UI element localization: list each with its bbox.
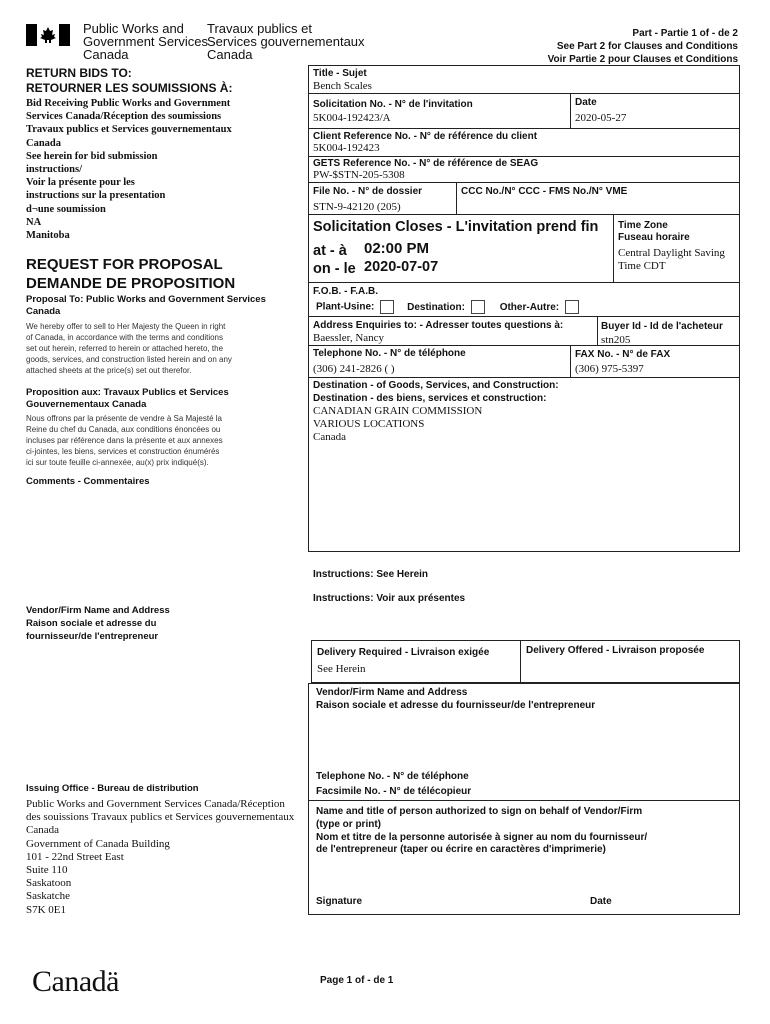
- rfp-title: REQUEST FOR PROPOSAL DEMANDE DE PROPOSITION: [26, 256, 236, 292]
- proposal-to-label: Proposal To: Public Works and Government Services Canada: [26, 294, 266, 317]
- fob-options: Plant-Usine: Destination: Other-Autre:: [316, 300, 585, 314]
- fax-value: (306) 975-5397: [575, 363, 644, 375]
- title-value: Bench Scales: [313, 80, 372, 92]
- address-enquiries-label: Address Enquiries to: - Adresser toutes questions à:: [313, 320, 564, 331]
- other-checkbox[interactable]: [565, 300, 579, 314]
- signature-label: Signature: [316, 896, 363, 907]
- closing-time-value: 02:00 PM: [364, 240, 430, 257]
- canada-wordmark: Canadä: [32, 965, 119, 998]
- issuing-office-address: Public Works and Government Services Canada/Réception des souissions Travaux publics et Services gouvernementaux Canada Government of Canada Building 101 - 22nd Street East Suite 110 Saskatoon Saskatche S7K 0E1: [26, 798, 295, 916]
- part-indicator: Part - Partie 1 of - de 2 See Part 2 for Clauses and Conditions Voir Partie 2 pour Clauses et Conditions: [547, 28, 738, 65]
- page-number: Page 1 of - de 1: [320, 975, 394, 986]
- org-name-en: Public Works and Government Services Canada: [83, 21, 208, 62]
- vendor-left-label: Vendor/Firm Name and Address Raison sociale et adresse du fournisseur/de l'entrepreneur: [26, 605, 170, 642]
- gets-label: GETS Reference No. - N° de référence de SEAG: [313, 158, 539, 169]
- date-label: Date: [575, 97, 597, 108]
- vendor-right-label: Vendor/Firm Name and Address Raison sociale et adresse du fournisseur/de l'entrepreneur: [316, 687, 596, 711]
- buyer-id-label: Buyer Id - Id de l'acheteur: [601, 321, 723, 332]
- ccc-label: CCC No./N° CCC - FMS No./N° VME: [461, 186, 628, 197]
- destination-label: Destination - of Goods, Services, and Construction: Destination - des biens, services et construction:: [313, 380, 559, 404]
- date-value: 2020-05-27: [575, 112, 627, 124]
- proposition-text: Nous offrons par la présente de vendre à Sa Majesté la Reine du chef du Canada, aux conditions énoncées ou incluses par référence dans la présente et aux annexes ci-jointes, les biens, services et construction énumérés ici sur toute feuille ci-annexée, au(x) prix indiqué(s).: [26, 414, 223, 467]
- proposition-label: Proposition aux: Travaux Publics et Services Gouvernementaux Canada: [26, 387, 229, 410]
- client-ref-value: 5K004-192423: [313, 142, 380, 154]
- file-no-value: STN-9-42120 (205): [313, 201, 401, 213]
- closing-date-value: 2020-07-07: [364, 259, 439, 275]
- time-zone-label: Time Zone Fuseau horaire: [618, 220, 690, 243]
- file-no-label: File No. - N° de dossier: [313, 186, 423, 197]
- destination-checkbox[interactable]: [471, 300, 485, 314]
- instructions-fr: Instructions: Voir aux présentes: [313, 593, 466, 604]
- fob-label: F.O.B. - F.A.B.: [313, 286, 378, 297]
- vendor-telephone-label: Telephone No. - N° de téléphone: [316, 771, 469, 782]
- return-bids-address: Bid Receiving Public Works and Government Services Canada/Réception des soumissions Travaux publics et Services gouvernementaux Canada See herein for bid submission instructions/ Voir la présente pour les instructions sur la presentation d¬une soumission NA Manitoba: [26, 98, 232, 242]
- canada-flag-icon: [26, 24, 70, 46]
- org-name-fr: Travaux publics et Services gouvernementaux Canada: [207, 21, 365, 62]
- destination-value: CANADIAN GRAIN COMMISSION VARIOUS LOCATIONS Canada: [313, 405, 483, 443]
- solicitation-closes-title: Solicitation Closes - L'invitation prend fin: [313, 219, 599, 235]
- solicitation-label: Solicitation No. - N° de l'invitation: [313, 99, 473, 110]
- vendor-facsimile-label: Facsimile No. - N° de télécopieur: [316, 786, 472, 797]
- client-ref-label: Client Reference No. - N° de référence du client: [313, 131, 538, 142]
- delivery-required-value: See Herein: [317, 663, 366, 675]
- authorized-person-label: Name and title of person authorized to sign on behalf of Vendor/Firm (type or print) Nom et titre de la personne autorisée à signer au nom du fournisseur/ de l'entrepreneur (taper ou écrire en caractères d'imprimerie): [316, 806, 648, 856]
- signature-date-label: Date: [590, 896, 612, 907]
- address-enquiries-value: Baessler, Nancy: [313, 332, 385, 344]
- delivery-offered-label: Delivery Offered - Livraison proposée: [526, 645, 705, 656]
- gets-value: PW-$STN-205-5308: [313, 169, 405, 181]
- buyer-id-value: stn205: [601, 334, 631, 346]
- telephone-value: (306) 241-2826 ( ): [313, 363, 395, 375]
- instructions-en: Instructions: See Herein: [313, 569, 429, 580]
- time-zone-value: Central Daylight Saving Time CDT: [618, 247, 725, 272]
- issuing-office-label: Issuing Office - Bureau de distribution: [26, 783, 199, 794]
- closing-on-label: on - le: [313, 261, 356, 277]
- closing-at-label: at - à: [313, 243, 347, 259]
- proposal-to-text: We hereby offer to sell to Her Majesty the Queen in right of Canada, in accordance with the terms and conditions set out herein, referred to herein or attached hereto, the goods, services, and construction listed herein and on any attached sheets at the price(s) set out therefor.: [26, 322, 232, 375]
- delivery-required-label: Delivery Required - Livraison exigée: [317, 647, 490, 658]
- fax-label: FAX No. - N° de FAX: [575, 349, 671, 360]
- plant-checkbox[interactable]: [380, 300, 394, 314]
- return-bids-title: RETURN BIDS TO: RETOURNER LES SOUMISSIONS À:: [26, 66, 233, 95]
- solicitation-value: 5K004-192423/A: [313, 112, 391, 124]
- telephone-label: Telephone No. - N° de téléphone: [313, 348, 466, 359]
- vendor-sign-box: [308, 683, 740, 915]
- title-label: Title - Sujet: [313, 68, 367, 79]
- comments-label: Comments - Commentaires: [26, 476, 150, 487]
